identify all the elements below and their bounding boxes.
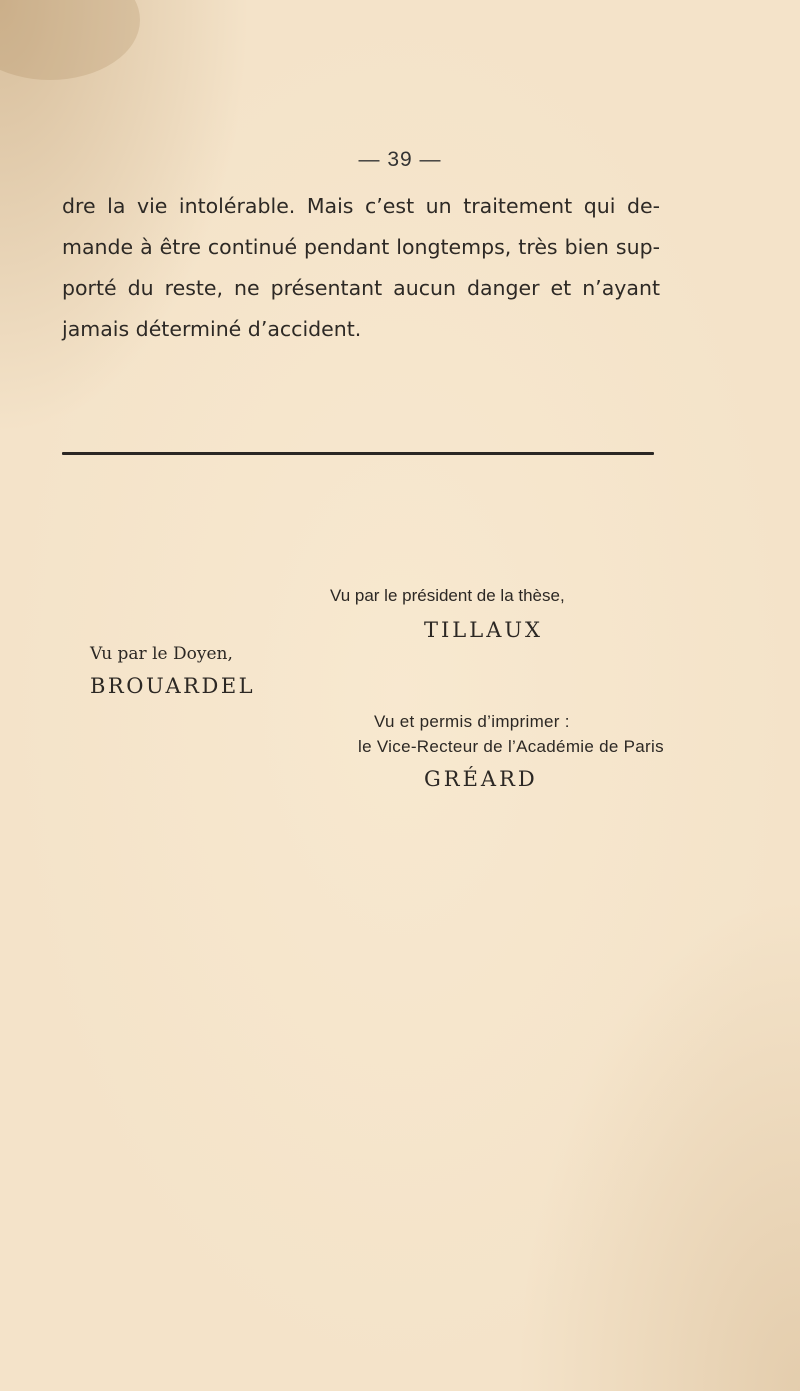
horizontal-rule (62, 452, 654, 455)
body-line-3: porté du reste, ne présentant aucun danger et n’ayant (62, 276, 660, 300)
permis-line: Vu et permis d’imprimer : (374, 712, 570, 731)
doyen-name: BROUARDEL (90, 674, 256, 698)
recteur-title-line: le Vice-Recteur de l’Académie de Paris (358, 737, 664, 756)
president-name: TILLAUX (424, 618, 544, 642)
recteur-name: GRÉARD (424, 767, 538, 791)
body-line-1: dre la vie intolérable. Mais c’est un traitement qui de- (62, 194, 660, 218)
president-approval-line: Vu par le président de la thèse, (330, 586, 565, 605)
paper-stain (0, 0, 140, 80)
doyen-approval-line: Vu par le Doyen, (90, 644, 233, 664)
body-line-4: jamais déterminé d’accident. (62, 317, 362, 341)
page-number: — 39 — (358, 148, 442, 171)
body-line-2: mande à être continué pendant longtemps, très bien sup- (62, 235, 660, 259)
body-paragraph (62, 186, 660, 350)
